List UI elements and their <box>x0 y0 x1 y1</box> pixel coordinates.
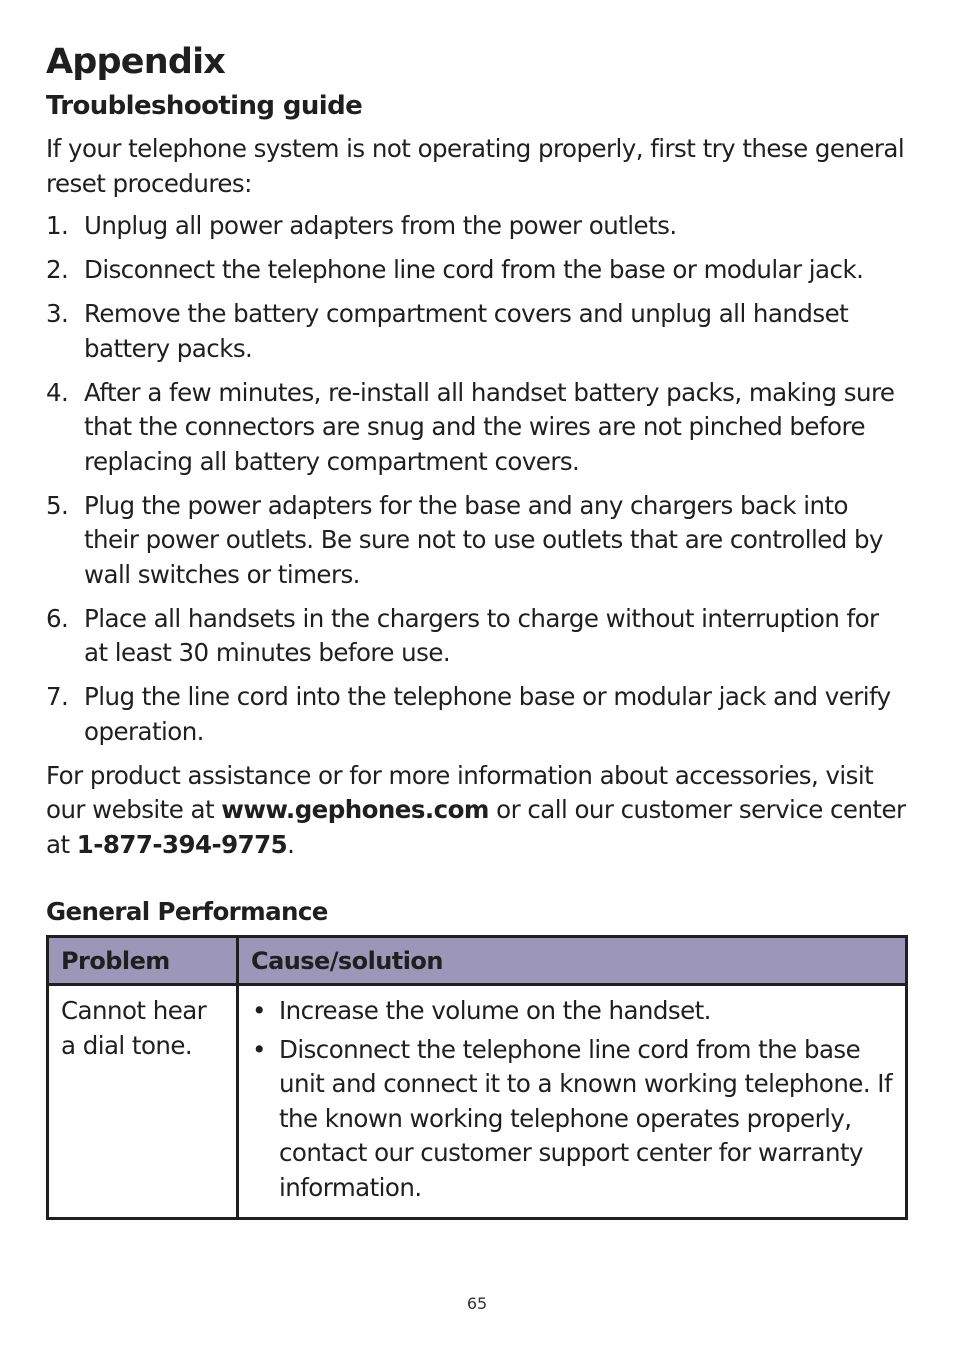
bullet-icon: • <box>252 1034 266 1064</box>
list-item <box>46 489 908 593</box>
step-text: Unplug all power adapters from the power outlets. <box>84 211 677 240</box>
phone-number: 1-877-394-9775 <box>76 829 288 859</box>
solution-text: Disconnect the telephone line cord from the base unit and connect it to a known working telephone. If the known working telephone operates properly, contact our customer support center for warranty information. <box>279 1034 893 1202</box>
step-text: Disconnect the telephone line cord from the base or modular jack. <box>84 255 864 284</box>
problem-cell: Cannot hear a dial tone. <box>48 985 238 1219</box>
list-item <box>251 1033 893 1206</box>
step-number: 5. <box>46 490 69 520</box>
intro-text: If your telephone system is not operating properly, first try these general reset procedures: <box>46 134 905 198</box>
reset-steps-list <box>46 209 908 749</box>
step-number: 2. <box>46 255 69 284</box>
step-text: Plug the power adapters for the base and any chargers back into their power outlets. Be sure not to use outlets that are controlled by wall switches or timers. <box>84 490 883 589</box>
table-row <box>48 985 907 1219</box>
step-number: 6. <box>46 603 69 633</box>
list-item <box>46 253 908 288</box>
list-item <box>251 994 893 1029</box>
column-header-problem: Problem <box>48 937 238 985</box>
solution-text: Increase the volume on the handset. <box>279 996 711 1025</box>
step-text: Plug the line cord into the telephone base or modular jack and verify operation. <box>84 682 891 746</box>
step-text: Remove the battery compartment covers and unplug all handset battery packs. <box>84 299 849 363</box>
solution-list <box>251 994 893 1205</box>
step-text: After a few minutes, re-install all handset battery packs, making sure that the connectors are snug and the wires are not pinched before replacing all battery compartment covers. <box>84 377 895 476</box>
solution-cell <box>238 985 907 1219</box>
list-item <box>46 680 908 749</box>
page-number: 65 <box>466 1294 488 1313</box>
website-link[interactable]: www.gephones.com <box>221 795 489 824</box>
assistance-text: For product assistance or for more information about accessories, visit our website at www.gephones.com or call our customer service center at 1-877-394-9775. <box>46 760 906 859</box>
list-item <box>46 209 908 244</box>
page-content <box>46 38 908 1220</box>
step-number: 7. <box>46 682 69 711</box>
section-heading: Troubleshooting guide <box>46 91 363 121</box>
table-header-row <box>48 937 907 985</box>
list-item <box>46 602 908 671</box>
step-number: 4. <box>46 377 69 407</box>
table-title: General Performance <box>46 897 328 926</box>
page-heading: Appendix <box>46 42 226 82</box>
bullet-icon: • <box>252 996 266 1025</box>
performance-table <box>46 935 908 1220</box>
step-number: 3. <box>46 299 69 328</box>
step-text: Place all handsets in the chargers to charge without interruption for at least 30 minutes before use. <box>84 603 879 667</box>
list-item <box>46 297 908 366</box>
column-header-solution: Cause/solution <box>238 937 907 985</box>
step-number: 1. <box>46 211 69 240</box>
list-item <box>46 376 908 480</box>
